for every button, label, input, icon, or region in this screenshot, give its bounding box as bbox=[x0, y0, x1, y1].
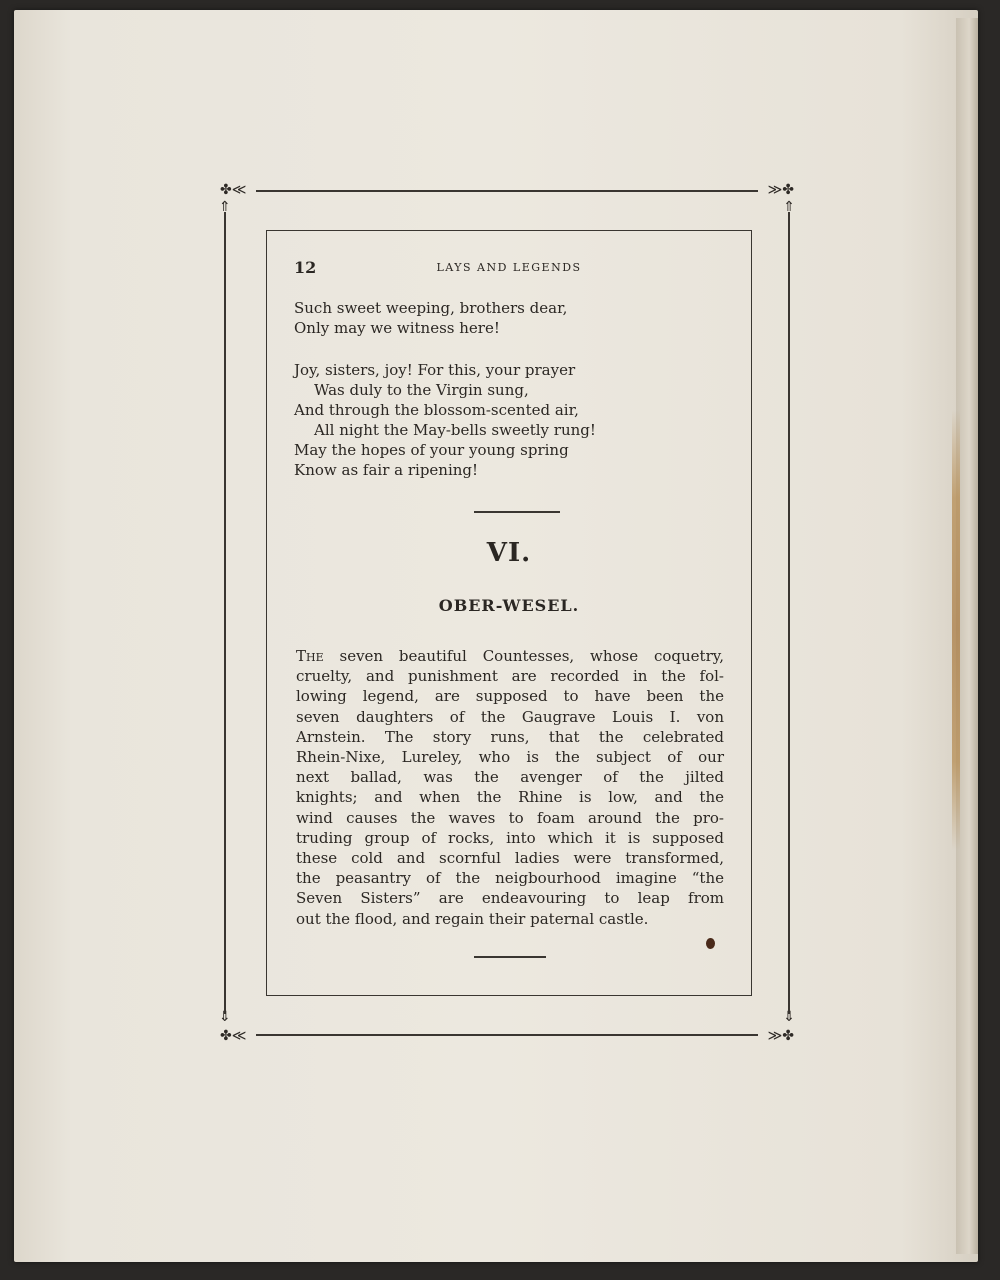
border-right-rule bbox=[788, 212, 790, 1014]
prose-line: wind causes the waves to foam around the pro- bbox=[296, 808, 724, 827]
verse-line: Was duly to the Virgin sung, bbox=[314, 381, 529, 399]
verse-stanza-1 bbox=[294, 298, 567, 338]
border-left-rule bbox=[224, 212, 226, 1014]
prose-line: these cold and scornful ladies were transformed, bbox=[296, 849, 724, 868]
prose-paragraph bbox=[296, 646, 724, 929]
running-title: LAYS AND LEGENDS bbox=[436, 261, 582, 274]
prose-line: cruelty, and punishment are recorded in the fol- bbox=[296, 667, 724, 686]
prose-line: knights; and when the Rhine is low, and the bbox=[296, 788, 724, 807]
prose-line: Arnstein. The story runs, that the celebrated bbox=[296, 727, 724, 746]
arrow-up-ornament-icon: ⇑ bbox=[219, 199, 231, 215]
page-number: 12 bbox=[294, 258, 317, 277]
corner-ornament-icon: ≫✤ bbox=[767, 1028, 794, 1044]
prose-line: out the flood, and regain their paternal castle. bbox=[296, 909, 649, 928]
prose-line: truding group of rocks, into which it is supposed bbox=[296, 828, 724, 847]
section-numeral: VI. bbox=[486, 538, 532, 568]
verse-stanza-2 bbox=[294, 360, 596, 480]
prose-line: Seven Sisters” are endeavouring to leap from bbox=[296, 889, 724, 908]
corner-ornament-icon: ✤≪ bbox=[220, 1028, 247, 1044]
verse-line: Only may we witness here! bbox=[294, 319, 500, 337]
border-top-rule bbox=[256, 190, 758, 192]
arrow-up-ornament-icon: ⇑ bbox=[783, 199, 795, 215]
verse-line: May the hopes of your young spring bbox=[294, 441, 569, 459]
corner-ornament-icon: ≫✤ bbox=[767, 182, 794, 198]
section-title: OBER-WESEL. bbox=[438, 596, 580, 615]
prose-line: The seven beautiful Countesses, whose coquetry, bbox=[296, 647, 724, 665]
prose-line: next ballad, was the avenger of the jilted bbox=[296, 768, 724, 787]
page-header bbox=[294, 258, 724, 280]
section-divider bbox=[474, 511, 560, 513]
drop-word: The bbox=[296, 647, 324, 665]
prose-line: seven daughters of the Gaugrave Louis I. von bbox=[296, 707, 724, 726]
prose-line: lowing legend, are supposed to have been the bbox=[296, 687, 724, 706]
verse-line: And through the blossom-scented air, bbox=[294, 401, 579, 419]
verse-line: Know as fair a ripening! bbox=[294, 461, 479, 479]
prose-line: Rhein-Nixe, Lureley, who is the subject of our bbox=[296, 748, 724, 767]
verse-line: All night the May-bells sweetly rung! bbox=[314, 421, 596, 439]
end-divider bbox=[474, 956, 546, 958]
prose-line: the peasantry of the neigbourhood imagine “the bbox=[296, 869, 724, 888]
verse-line: Such sweet weeping, brothers dear, bbox=[294, 299, 568, 317]
arrow-down-ornament-icon: ⇓ bbox=[219, 1009, 231, 1025]
verse-line: Joy, sisters, joy! For this, your prayer bbox=[294, 361, 576, 379]
corner-ornament-icon: ✤≪ bbox=[220, 182, 247, 198]
foxing-stain bbox=[952, 410, 960, 850]
ink-spot bbox=[706, 938, 715, 949]
border-bottom-rule bbox=[256, 1034, 758, 1036]
arrow-down-ornament-icon: ⇓ bbox=[783, 1009, 795, 1025]
